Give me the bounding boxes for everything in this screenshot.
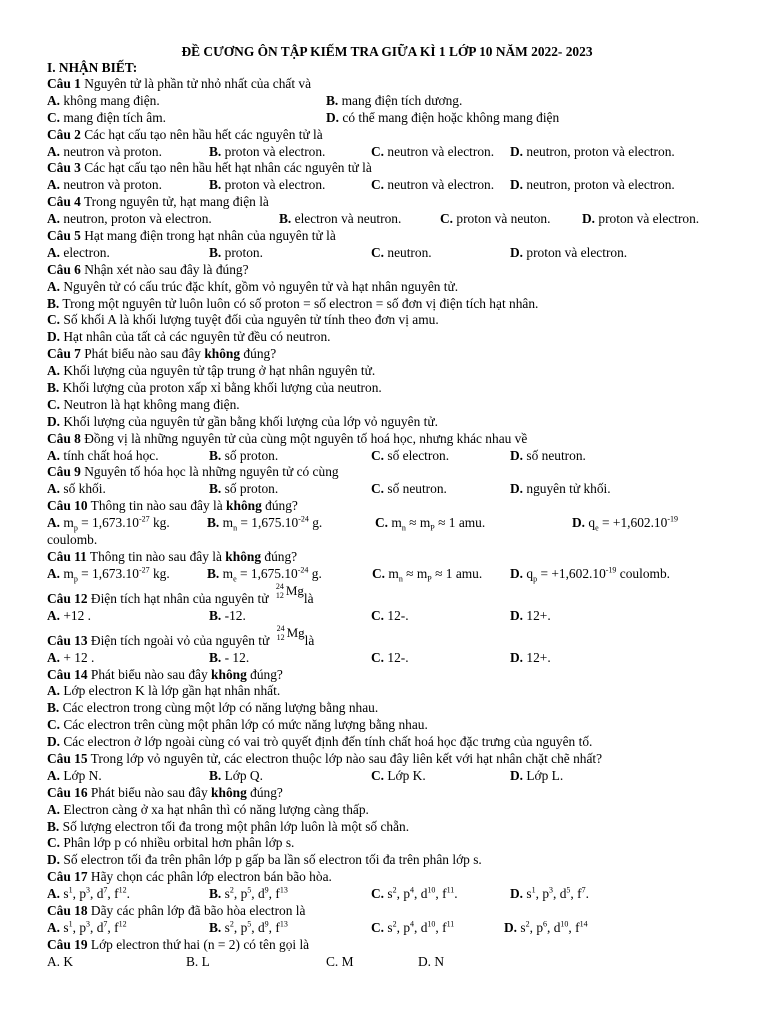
option-c: C. Số khối A là khối lượng tuyệt đối của nguyên tử tính theo đơn vị amu. <box>47 312 439 328</box>
superscript: -27 <box>138 565 150 575</box>
option-label: D. <box>510 244 524 260</box>
option-c: C. neutron và electron. <box>371 143 495 159</box>
question-number: Câu 16 <box>47 784 88 800</box>
question-number: Câu 4 <box>47 194 81 210</box>
superscript: 10 <box>560 919 569 929</box>
option-label: D. <box>510 481 524 497</box>
option-label: C. <box>47 717 61 733</box>
question-stem: Câu 5 Hạt mang điện trong hạt nhân của nguyên tử là <box>47 228 336 244</box>
question-number: Câu 18 <box>47 902 88 918</box>
subscript: n <box>398 574 403 584</box>
option-a: A. $m_p = 1,673.10^{-27}$ kg. <box>47 565 170 584</box>
superscript: 2 <box>392 885 397 895</box>
option-label: B. <box>209 177 222 193</box>
question-stem: Câu 2 Các hạt cấu tạo nên hầu hết các nguyên tử là <box>47 126 323 142</box>
option-a: A. Lớp electron K là lớp gần hạt nhân nhất. <box>47 683 281 699</box>
question-number: Câu 2 <box>47 126 81 142</box>
option-d: D. Các electron ở lớp ngoài cùng có vai trò quyết định đến tính chất hoá học đặc trưng của nguyên tố. <box>47 734 593 750</box>
superscript: -27 <box>138 514 150 524</box>
superscript: 5 <box>566 885 571 895</box>
question-stem: Câu 17 Hãy chọn các phân lớp electron bán bão hòa. <box>47 869 332 885</box>
option-d: D. Lớp L. <box>510 767 564 783</box>
superscript: -24 <box>298 514 309 524</box>
superscript: 12 <box>118 919 127 929</box>
question-stem: Câu 13 Điện tích ngoài vỏ của nguyên tử 24 12 Mg là <box>47 625 727 650</box>
option-c: C. $m_n \approx m_P \approx 1$ amu. <box>375 515 486 533</box>
superscript: 2 <box>392 919 397 929</box>
option-label: A. <box>47 92 61 108</box>
option-label: A. <box>47 919 61 935</box>
question-number: Câu 10 <box>47 498 88 514</box>
superscript: -24 <box>297 565 309 575</box>
option-c: C. số electron. <box>371 447 450 463</box>
option-c: C. proton và neuton. <box>440 211 551 227</box>
superscript: -19 <box>605 565 617 575</box>
subscript: P <box>427 574 432 584</box>
options-row <box>47 93 727 110</box>
option-label: D. <box>326 109 340 125</box>
option-label: B. <box>209 143 222 159</box>
question-number: Câu 19 <box>47 936 88 952</box>
superscript: 4 <box>410 919 415 929</box>
option-d: D. nguyên tử khối. <box>510 481 611 497</box>
option-d: D. neutron, proton và electron. <box>510 143 675 159</box>
options-row <box>47 144 727 161</box>
superscript: 1 <box>68 919 73 929</box>
options-row <box>47 481 727 498</box>
option-label: A. <box>47 683 61 699</box>
option-label: C. <box>372 565 386 581</box>
option-c: C. 12-. <box>371 607 409 623</box>
options-row <box>47 954 727 971</box>
option-label: A. <box>47 515 61 531</box>
subscript: n <box>401 523 406 533</box>
superscript: 7 <box>103 885 108 895</box>
option-label: D. <box>582 211 596 227</box>
option-d: D. $q_p = +1,602.10^{-19}$ coulomb. <box>510 565 670 584</box>
option-a: A. + 12 . <box>47 649 95 665</box>
option-b: B. Trong một nguyên tử luôn luôn có số proton = số electron = số đơn vị điện tích hạt nhân. <box>47 295 539 311</box>
superscript: 3 <box>549 885 554 895</box>
superscript: 5 <box>247 885 252 895</box>
superscript: 11 <box>446 885 455 895</box>
options-row <box>47 515 727 532</box>
option-label: C. <box>47 109 61 125</box>
option-a: A. số khối. <box>47 481 106 497</box>
options-row <box>47 211 727 228</box>
option-label: A. <box>47 801 61 817</box>
question-number: Câu 6 <box>47 261 81 277</box>
option-label: B. <box>47 700 60 716</box>
superscript: 3 <box>86 919 91 929</box>
option-a: A. không mang điện. <box>47 92 160 108</box>
question-number: Câu 9 <box>47 464 81 480</box>
option-label: B. <box>207 515 220 531</box>
option-a: A. neutron và proton. <box>47 177 162 193</box>
option-a: A. neutron và proton. <box>47 143 162 159</box>
superscript: 6 <box>543 919 548 929</box>
option-b: B. L <box>186 953 210 969</box>
option-label: A. <box>47 211 61 227</box>
option-label: C. <box>47 312 61 328</box>
option-label: A. <box>47 143 61 159</box>
option-b: B. số proton. <box>209 447 279 463</box>
option-b: B. proton và electron. <box>209 143 326 159</box>
option-label: D. <box>504 919 518 935</box>
superscript: 11 <box>446 919 455 929</box>
option-b: B. Lớp Q. <box>209 767 263 783</box>
option-label: C. <box>371 177 385 193</box>
question-number: Câu 5 <box>47 228 81 244</box>
option-c: C. $m_n \approx m_P \approx 1$ amu. <box>372 565 483 584</box>
option-label: C. <box>375 515 389 531</box>
nuclide-symbol <box>272 581 304 603</box>
question-stem: Câu 16 Phát biểu nào sau đây không đúng? <box>47 784 283 800</box>
section-heading: I. NHẬN BIẾT: <box>47 60 138 75</box>
option-label: D. <box>510 649 524 665</box>
option-label: D. <box>510 767 524 783</box>
superscript: 14 <box>579 919 588 929</box>
options-row <box>47 245 727 262</box>
option-b: B. Các electron trong cùng một lớp có năng lượng bằng nhau. <box>47 700 379 716</box>
question-number: Câu 11 <box>47 548 87 564</box>
superscript: 1 <box>531 885 536 895</box>
option-a: A. electron. <box>47 244 110 260</box>
option-c: C. $s^2$, $p^4$, $d^{10}$, $f^{11}$ <box>371 919 455 935</box>
option-c: C. neutron. <box>371 244 432 260</box>
question-stem: Câu 3 Các hạt cấu tạo nên hầu hết hạt nhân các nguyên tử là <box>47 160 372 176</box>
option-b: B. proton và electron. <box>209 177 326 193</box>
option-b: B. Khối lượng của proton xấp xỉ bằng khối lượng của neutron. <box>47 380 382 396</box>
superscript: 4 <box>410 885 415 895</box>
option-a: A. Lớp N. <box>47 767 102 783</box>
option-a: A. $s^1$, $p^3$, $d^7$, $f^{12}$ <box>47 919 127 935</box>
options-row <box>47 886 727 903</box>
option-d-continuation: coulomb. <box>47 532 98 548</box>
option-label: C. <box>47 835 61 851</box>
document-page <box>47 44 727 971</box>
option-label: A. <box>47 363 61 379</box>
superscript: 9 <box>264 919 269 929</box>
superscript: 10 <box>427 885 436 895</box>
document-title: ĐỀ CƯƠNG ÔN TẬP KIẾM TRA GIỮA KÌ 1 LỚP 10 NĂM 2022- 2023 <box>181 44 593 59</box>
question-stem: Câu 14 Phát biểu nào sau đây không đúng? <box>47 666 283 682</box>
option-b: B. proton. <box>209 244 263 260</box>
superscript: 2 <box>525 919 530 929</box>
option-label: B. <box>47 818 60 834</box>
option-label: C. <box>371 649 385 665</box>
option-a: A. tính chất hoá học. <box>47 447 159 463</box>
option-label: B. <box>209 481 222 497</box>
superscript: 3 <box>86 885 91 895</box>
option-label: B. <box>207 565 220 581</box>
option-label: B. <box>209 886 222 902</box>
option-d: D. 12+. <box>510 607 551 623</box>
option-b: B. Số lượng electron tối đa trong một phân lớp luôn là một số chẵn. <box>47 818 410 834</box>
option-d: D. Số electron tối đa trên phân lớp p gấp ba lần số electron tối đa trên phân lớp s. <box>47 852 482 868</box>
option-c: C. Lớp K. <box>371 767 426 783</box>
option-label: A. <box>47 565 61 581</box>
option-label: D. <box>47 852 61 868</box>
option-c: C. Neutron là hạt không mang điện. <box>47 396 240 412</box>
option-c: C. M <box>326 953 354 969</box>
option-label: C. <box>371 481 385 497</box>
question-number: Câu 3 <box>47 160 81 176</box>
option-a: A. neutron, proton và electron. <box>47 211 212 227</box>
option-a: A. +12 . <box>47 607 92 623</box>
superscript: 10 <box>427 919 436 929</box>
option-label: B. <box>47 295 60 311</box>
question-stem: Câu 9 Nguyên tố hóa học là những nguyên tử có cùng <box>47 464 339 480</box>
mass-number: 24 <box>275 581 284 591</box>
option-a: A. $m_p = 1,673.10^{-27}$ kg. <box>47 514 170 533</box>
options-row <box>47 566 727 583</box>
options-row <box>47 768 727 785</box>
superscript: 12 <box>118 885 127 895</box>
options-row <box>47 920 727 937</box>
option-label: D. <box>47 413 61 429</box>
question-number: Câu 17 <box>47 869 88 885</box>
option-b: B. - 12. <box>209 649 250 665</box>
option-label: D. <box>510 177 524 193</box>
option-b: B. electron và neutron. <box>279 211 402 227</box>
option-d: D. Khối lượng của nguyên tử gần bằng khối lượng của lớp vỏ nguyên tử. <box>47 413 438 429</box>
question-stem: Câu 4 Trong nguyên tử, hạt mang điện là <box>47 194 269 210</box>
emphasis-not: không <box>226 498 262 514</box>
option-label: D. <box>572 515 586 531</box>
option-d: D. Hạt nhân của tất cả các nguyên tử đều có neutron. <box>47 329 331 345</box>
option-label: C. <box>371 919 385 935</box>
subscript: p <box>533 574 538 584</box>
option-label: A. <box>47 481 61 497</box>
option-a: A. K <box>47 953 74 969</box>
superscript: 2 <box>229 885 234 895</box>
mass-number: 24 <box>276 623 285 633</box>
option-label: A. <box>47 607 61 623</box>
option-label: B. <box>209 767 222 783</box>
superscript: 13 <box>279 919 288 929</box>
option-b: B. số proton. <box>209 481 279 497</box>
option-d: D. $s^1$, $p^3$, $d^5$, $f^7$. <box>510 885 589 902</box>
option-label: B. <box>209 607 222 623</box>
option-label: A. <box>47 447 61 463</box>
options-row <box>47 608 727 625</box>
question-list <box>47 76 727 971</box>
option-a: A. $s^1$, $p^3$, $d^7$, $f^{12}$. <box>47 885 130 902</box>
emphasis-not: không <box>211 784 247 800</box>
question-stem: Câu 7 Phát biểu nào sau đây không đúng? <box>47 346 277 362</box>
question-number: Câu 13 <box>47 632 88 648</box>
option-a: A. Electron càng ở xa hạt nhân thì có năng lượng càng thấp. <box>47 801 369 817</box>
option-d: D. N <box>418 953 445 969</box>
option-a: A. Nguyên tử có cấu trúc đặc khít, gồm vỏ nguyên tử và hạt nhân nguyên tử. <box>47 278 459 294</box>
subscript: P <box>430 523 435 533</box>
superscript: 9 <box>264 885 269 895</box>
option-label: C. <box>47 396 61 412</box>
option-c: C. neutron và electron. <box>371 177 495 193</box>
option-label: C. <box>371 143 385 159</box>
option-c: C. số neutron. <box>371 481 447 497</box>
emphasis-not: không <box>225 548 262 564</box>
option-label: D. <box>47 734 61 750</box>
option-c: C. mang điện tích âm. <box>47 109 167 125</box>
option-label: D. <box>510 886 524 902</box>
option-label: D. <box>510 607 524 623</box>
option-label: D. <box>510 143 524 159</box>
question-number: Câu 14 <box>47 666 88 682</box>
question-stem: Câu 19 Lớp electron thứ hai (n = 2) có tên gọi là <box>47 936 310 952</box>
options-row <box>47 650 727 667</box>
option-b: B. $m_n = 1,675.10^{-24}$ g. <box>207 514 323 533</box>
option-label: A. <box>47 244 61 260</box>
option-label: C. <box>371 447 385 463</box>
option-c: C. 12-. <box>371 649 409 665</box>
atomic-number: 12 <box>275 590 284 600</box>
option-label: A. <box>47 767 61 783</box>
option-label: D. <box>47 329 61 345</box>
question-stem: Câu 1 Nguyên tử là phần tử nhỏ nhất của chất và <box>47 76 312 91</box>
option-c: C. Phân lớp p có nhiều orbital hơn phân lớp s. <box>47 835 295 851</box>
question-stem: Câu 15 Trong lớp vỏ nguyên tử, các electron thuộc lớp nào sau đây liên kết với hạt nhân chặt chẽ nhất? <box>47 750 603 766</box>
element-symbol: Mg <box>285 582 304 598</box>
superscript: 7 <box>581 885 586 895</box>
question-number: Câu 8 <box>47 430 81 446</box>
atomic-number: 12 <box>276 632 285 642</box>
option-label: B. <box>209 244 222 260</box>
option-label: B. <box>209 649 222 665</box>
option-d: D. $s^2$, $p^6$, $d^{10}$, $f^{14}$ <box>504 919 588 935</box>
emphasis-not: không <box>211 666 247 682</box>
option-b: B. $s^2$, $p^5$, $d^9$, $f^{13}$ <box>209 885 288 902</box>
question-stem: Câu 6 Nhận xét nào sau đây là đúng? <box>47 261 249 277</box>
option-label: B. <box>209 919 222 935</box>
option-label: D. <box>510 447 524 463</box>
superscript: 13 <box>279 885 288 895</box>
option-label: A. <box>47 177 61 193</box>
emphasis-not: không <box>204 346 241 362</box>
option-d: D. proton và electron. <box>510 244 628 260</box>
option-b: B. -12. <box>209 607 246 623</box>
option-d: D. 12+. <box>510 649 551 665</box>
superscript: 1 <box>68 885 73 895</box>
option-label: C. <box>371 607 385 623</box>
element-symbol: Mg <box>286 624 305 640</box>
option-label: C. <box>371 244 385 260</box>
subscript: p <box>73 574 78 584</box>
option-label: C. <box>440 211 454 227</box>
option-label: B. <box>209 447 222 463</box>
question-stem: Câu 10 Thông tin nào sau đây là không đúng? <box>47 498 298 514</box>
option-label: A. <box>47 886 61 902</box>
option-label: B. <box>326 92 339 108</box>
question-stem: Câu 18 Dãy các phân lớp đã bão hòa electron là <box>47 902 306 918</box>
option-b: B. $s^2$, $p^5$, $d^9$, $f^{13}$ <box>209 919 288 935</box>
option-c: C. Các electron trên cùng một phân lớp có mức năng lượng bằng nhau. <box>47 717 428 733</box>
options-row <box>47 177 727 194</box>
option-label: B. <box>47 380 60 396</box>
subscript: p <box>73 523 78 533</box>
superscript: 5 <box>247 919 252 929</box>
subscript: n <box>233 523 238 533</box>
question-stem: Câu 11 Thông tin nào sau đây là không đúng? <box>47 548 298 564</box>
question-stem: Câu 8 Đồng vị là những nguyên tử của cùng một nguyên tố hoá học, nhưng khác nhau về <box>47 430 528 446</box>
question-number: Câu 1 <box>47 76 81 91</box>
question-number: Câu 7 <box>47 346 81 362</box>
superscript: 7 <box>103 919 108 929</box>
option-d: D. $q_e = +1,602.10^{-19}$ <box>572 514 678 533</box>
option-label: B. <box>279 211 292 227</box>
option-label: C. <box>371 767 385 783</box>
options-row <box>47 448 727 465</box>
question-stem: Câu 12 Điện tích hạt nhân của nguyên tử 24 12 Mg là <box>47 583 727 608</box>
option-c: C. $s^2$, $p^4$, $d^{10}$, $f^{11}$. <box>371 885 458 902</box>
option-label: C. <box>371 886 385 902</box>
nuclide-symbol <box>273 623 305 645</box>
option-label: D. <box>510 565 524 581</box>
option-d: D. số neutron. <box>510 447 586 463</box>
option-b: B. mang điện tích dương. <box>326 92 463 108</box>
subscript: e <box>233 574 237 584</box>
option-d: D. neutron, proton và electron. <box>510 177 675 193</box>
superscript: -19 <box>667 514 678 524</box>
option-a: A. Khối lượng của nguyên tử tập trung ở hạt nhân nguyên tử. <box>47 363 376 379</box>
options-row <box>47 110 727 127</box>
option-b: B. $m_e = 1,675.10^{-24}$ g. <box>207 565 322 584</box>
question-number: Câu 12 <box>47 590 88 606</box>
superscript: 2 <box>229 919 234 929</box>
option-label: A. <box>47 649 61 665</box>
option-d: D. proton và electron. <box>582 211 700 227</box>
option-label: A. <box>47 278 61 294</box>
question-number: Câu 15 <box>47 750 88 766</box>
option-d: D. có thể mang điện hoặc không mang điện <box>326 109 560 125</box>
subscript: e <box>595 523 599 533</box>
